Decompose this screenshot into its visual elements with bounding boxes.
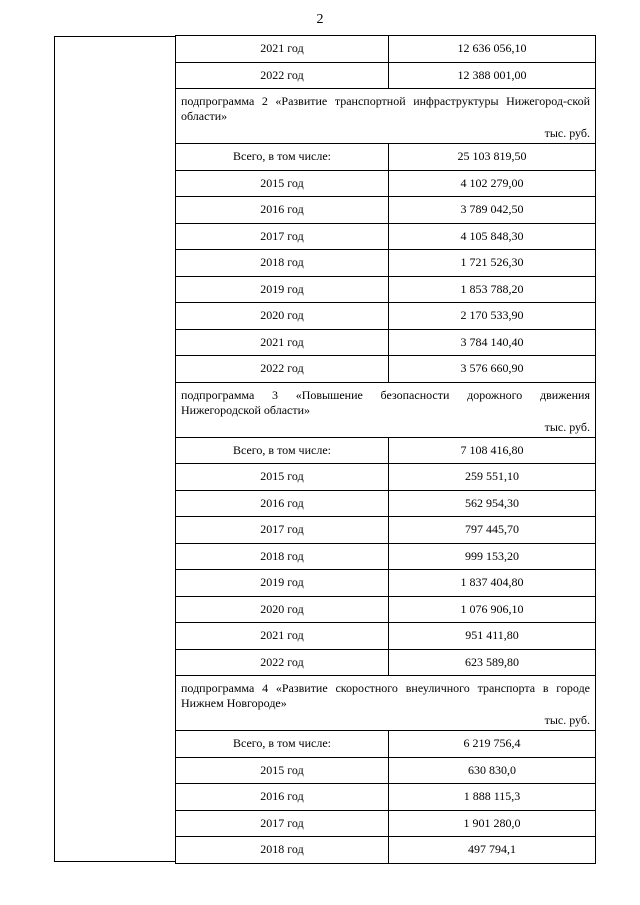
year-cell: 2020 год (175, 596, 389, 624)
year-cell: 2016 год (175, 196, 389, 224)
amount-cell: 2 170 533,90 (388, 302, 596, 330)
amount-cell: 1 076 906,10 (388, 596, 596, 624)
year-row (175, 544, 596, 571)
amount-cell: 25 103 819,50 (388, 143, 596, 171)
amount-cell: 999 153,20 (388, 543, 596, 571)
year-cell: 2016 год (175, 490, 389, 518)
amount-cell: 4 102 279,00 (388, 170, 596, 198)
amount-cell: 1 837 404,80 (388, 569, 596, 597)
year-row (175, 63, 596, 90)
year-cell: 2022 год (175, 62, 389, 90)
year-cell: 2021 год (175, 35, 389, 63)
total-label-cell: Всего, в том числе: (175, 143, 389, 171)
year-row (175, 250, 596, 277)
year-cell: 2021 год (175, 622, 389, 650)
amount-cell: 3 789 042,50 (388, 196, 596, 224)
amount-cell: 259 551,10 (388, 463, 596, 491)
amount-cell: 6 219 756,4 (388, 730, 596, 758)
financing-values-column (175, 36, 596, 864)
year-cell: 2017 год (175, 223, 389, 251)
year-row (175, 356, 596, 383)
amount-cell: 1 901 280,0 (388, 810, 596, 838)
year-row (175, 303, 596, 330)
year-row (175, 330, 596, 357)
year-row (175, 811, 596, 838)
year-row (175, 464, 596, 491)
amount-cell: 12 388 001,00 (388, 62, 596, 90)
units-label: тыс. руб. (544, 713, 590, 727)
amount-cell: 1 853 788,20 (388, 276, 596, 304)
amount-cell: 12 636 056,10 (388, 35, 596, 63)
page-number: 2 (316, 12, 324, 27)
year-row (175, 224, 596, 251)
year-cell: 2019 год (175, 276, 389, 304)
year-row (175, 491, 596, 518)
amount-cell: 562 954,30 (388, 490, 596, 518)
year-cell: 2022 год (175, 355, 389, 383)
amount-cell: 4 105 848,30 (388, 223, 596, 251)
amount-cell: 3 576 660,90 (388, 355, 596, 383)
subprogram-header (175, 675, 596, 731)
year-row (175, 784, 596, 811)
total-row (175, 438, 596, 465)
year-cell: 2017 год (175, 810, 389, 838)
total-row (175, 731, 596, 758)
total-label-cell: Всего, в том числе: (175, 730, 389, 758)
amount-cell: 797 445,70 (388, 516, 596, 544)
year-row (175, 277, 596, 304)
amount-cell: 497 794,1 (388, 836, 596, 864)
amount-cell: 623 589,80 (388, 649, 596, 677)
year-row (175, 837, 596, 864)
year-row (175, 570, 596, 597)
year-row (175, 36, 596, 63)
year-row (175, 758, 596, 785)
year-cell: 2018 год (175, 836, 389, 864)
subprogram-title: подпрограмма 2 «Развитие транспортной инфраструктуры Нижегород-ской области» (181, 94, 590, 123)
total-label-cell: Всего, в том числе: (175, 437, 389, 465)
amount-cell: 3 784 140,40 (388, 329, 596, 357)
amount-cell: 7 108 416,80 (388, 437, 596, 465)
units-label: тыс. руб. (544, 419, 590, 434)
year-cell: 2018 год (175, 543, 389, 571)
subprogram-header (175, 88, 596, 144)
year-cell: 2015 год (175, 170, 389, 198)
year-cell: 2017 год (175, 516, 389, 544)
amount-cell: 630 830,0 (388, 757, 596, 785)
year-row (175, 650, 596, 677)
year-row (175, 623, 596, 650)
year-cell: 2018 год (175, 249, 389, 277)
year-cell: 2015 год (175, 757, 389, 785)
amount-cell: 951 411,80 (388, 622, 596, 650)
units-label: тыс. руб. (544, 126, 590, 140)
year-cell: 2022 год (175, 649, 389, 677)
year-cell: 2015 год (175, 463, 389, 491)
left-label-column (54, 36, 176, 862)
year-row (175, 517, 596, 544)
year-row (175, 597, 596, 624)
year-cell: 2020 год (175, 302, 389, 330)
subprogram-title: подпрограмма 3 «Повышение безопасности дорожного движения Нижегородской области» (181, 387, 590, 417)
year-row (175, 171, 596, 198)
year-row (175, 197, 596, 224)
subprogram-title: подпрограмма 4 «Развитие скоростного внеуличного транспорта в городе Нижнем Новгороде» (181, 681, 590, 710)
amount-cell: 1 721 526,30 (388, 249, 596, 277)
subprogram-header (175, 382, 596, 438)
amount-cell: 1 888 115,3 (388, 783, 596, 811)
year-cell: 2021 год (175, 329, 389, 357)
year-cell: 2016 год (175, 783, 389, 811)
year-cell: 2019 год (175, 569, 389, 597)
financing-table (54, 36, 596, 862)
total-row (175, 144, 596, 171)
